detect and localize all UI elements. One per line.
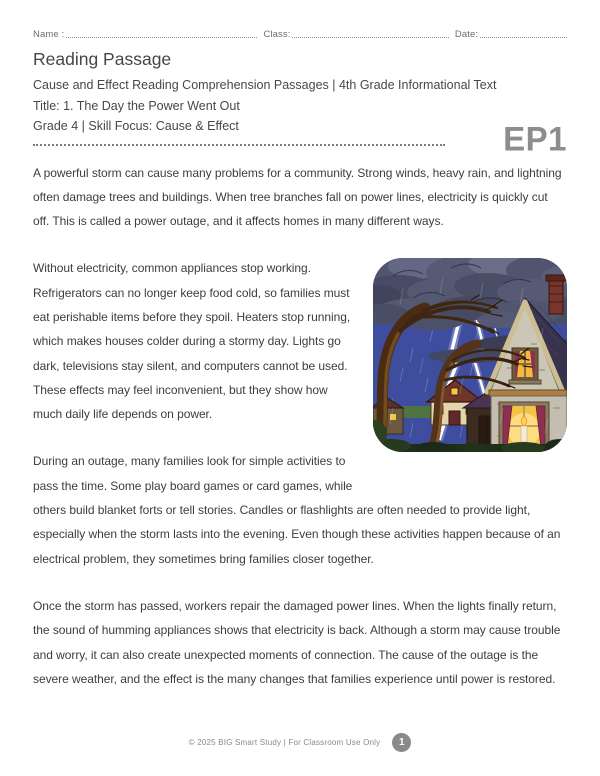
paragraph-2: Without electricity, common appliances stop working. Refrigerators can no longer keep food cold, so families must eat perishable items before they spoil. Heaters stop running, which makes houses colder during a stormy day. Lights go dark, televisions stay silent, and computers cannot be used. These effects may feel inconvenient, but they show how much daily life depends on power.: [33, 261, 351, 422]
page-title: Reading Passage: [33, 49, 172, 69]
date-label: Date:: [454, 29, 479, 40]
storm-illustration: [373, 258, 567, 452]
paragraph-4: Once the storm has passed, workers repair the damaged power lines. When the lights finally return, the sound of humming appliances shows that electricity is back. Although a storm may cause trouble and worry, it can also create unexpected moments of connection. The cause of the outage is the severe weather, and the effect is the many changes that families experience until power is restored.: [33, 598, 561, 686]
name-class-date-row: [33, 26, 567, 40]
class-write-line: [292, 37, 448, 38]
reading-passage-body: [33, 161, 567, 692]
copyright-text: © 2025 BIG Smart Study | For Classroom Use Only: [188, 738, 381, 747]
dotted-divider: [33, 144, 445, 146]
subtitle-grade-skill: Grade 4 | Skill Focus: Cause & Effect: [33, 119, 239, 133]
page-footer: [0, 733, 600, 752]
name-label: Name :: [33, 29, 65, 40]
subtitle-series: Cause and Effect Reading Comprehension Passages | 4th Grade Informational Text: [33, 78, 497, 92]
paragraph-3: During an outage, many families look for simple activities to pass the time. Some play board games or card games, while others build blanket forts or tell stories. Candles or flashlights are often needed to provide light, especially when the storm lasts into the evening. Even though these activities happen because of an electrical problem, they sometimes bring families closer together.: [33, 454, 561, 566]
class-label: Class:: [263, 29, 291, 40]
name-write-line: [66, 37, 257, 38]
storm-illustration-svg: [373, 258, 567, 452]
date-write-line: [480, 37, 567, 38]
subtitle-passage-title: Title: 1. The Day the Power Went Out: [33, 98, 240, 113]
paragraph-1: A powerful storm can cause many problems for a community. Strong winds, heavy rain, and lightning often damage trees and buildings. When tree branches fall on power lines, electricity is quickly cut off. This is called a power outage, and it affects homes in many different ways.: [33, 165, 562, 229]
ep1-logo: EP1: [503, 118, 567, 158]
page-number-badge: 1: [392, 733, 411, 752]
